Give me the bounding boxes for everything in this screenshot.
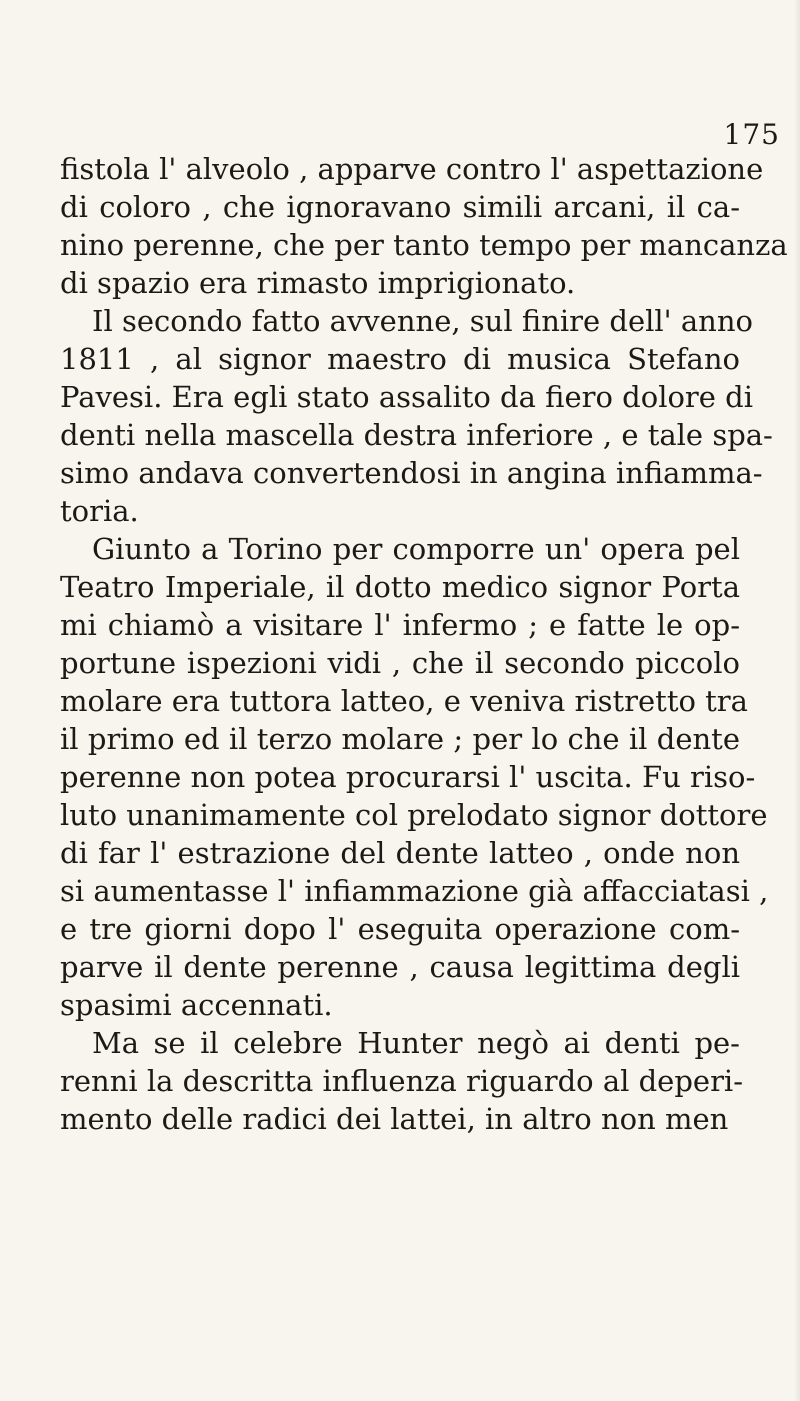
text-line: molare era tuttora latteo, e veniva ristretto tra (60, 684, 748, 718)
text-line: Il secondo fatto avvenne, sul finire dell' anno (92, 304, 753, 338)
text-line: parve il dente perenne , causa legittima degli (60, 950, 740, 984)
text-line: mi chiamò a visitare l' infermo ; e fatte le op- (60, 608, 740, 642)
text-line: si aumentasse l' infiammazione già affacciatasi , (60, 874, 769, 908)
text-line: renni la descritta influenza riguardo al deperi- (60, 1064, 744, 1098)
text-line: simo andava convertendosi in angina infiamma- (60, 456, 763, 490)
text-line: e tre giorni dopo l' eseguita operazione com- (60, 912, 740, 946)
text-line: il primo ed il terzo molare ; per lo che il dente (60, 722, 740, 756)
body-text (60, 150, 788, 1138)
page-edge-shadow (794, 0, 800, 1401)
text-line: Pavesi. Era egli stato assalito da fiero dolore di (60, 380, 754, 414)
text-line: luto unanimamente col prelodato signor dottore (60, 798, 768, 832)
text-line: di coloro , che ignoravano simili arcani, il ca- (60, 190, 740, 224)
text-line: spasimi accennati. (60, 988, 333, 1022)
text-line: 1811 , al signor maestro di musica Stefano (60, 342, 740, 376)
page-number: 175 (723, 118, 780, 151)
text-line: portune ispezioni vidi , che il secondo piccolo (60, 646, 740, 680)
text-line: Teatro Imperiale, il dotto medico signor Porta (60, 570, 740, 604)
text-line: Ma se il celebre Hunter negò ai denti pe- (92, 1026, 740, 1060)
text-line: perenne non potea procurarsi l' uscita. Fu riso- (60, 760, 756, 794)
text-line: denti nella mascella destra inferiore , e tale spa- (60, 418, 773, 452)
text-line: nino perenne, che per tanto tempo per mancanza (60, 228, 788, 262)
text-line: di spazio era rimasto imprigionato. (60, 266, 576, 300)
text-line: toria. (60, 494, 139, 528)
text-line: mento delle radici dei lattei, in altro non men (60, 1102, 729, 1136)
text-line: Giunto a Torino per comporre un' opera pel (92, 532, 740, 566)
text-line: di far l' estrazione del dente latteo , onde non (60, 836, 740, 870)
text-line: fistola l' alveolo , apparve contro l' aspettazione (60, 152, 764, 186)
